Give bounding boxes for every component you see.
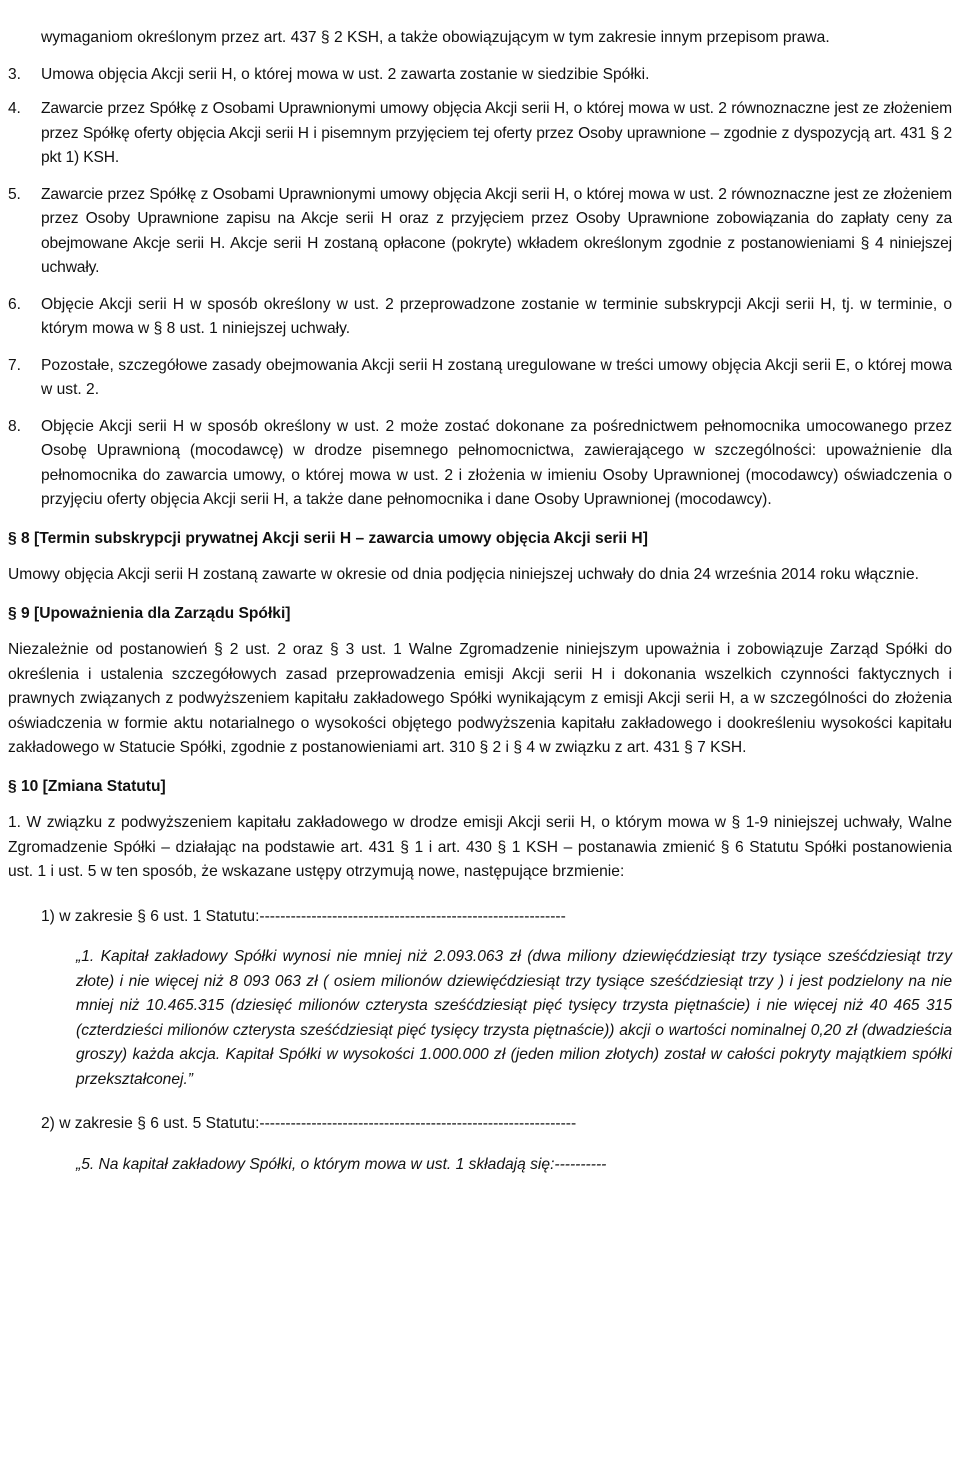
- list-number: 4.: [8, 100, 21, 117]
- list-text: Objęcie Akcji serii H w sposób określony w ust. 2 może zostać dokonane za pośrednictwem pełnomocnika umocowanego przez Osobę Uprawnioną (mocodawcę) w drodze pisemnego pełnomocnictwa, zawierającego w szczególności: upoważnienie dla pełnomocnika do zawarcia umowy, o której mowa w ust. 2 i złożenia w imieniu Osoby Uprawnionej (mocodawcy) oświadczenia o przyjęciu oferty objęcia Akcji serii H, a także dane pełnomocnika i dane Osoby Uprawnionej (mocodawcy).: [41, 417, 952, 508]
- statute-subpoint-1: 1) w zakresie § 6 ust. 1 Statutu:-----------------------------------------------------------: [41, 907, 566, 925]
- section-paragraph-8: Umowy objęcia Akcji serii H zostaną zawarte w okresie od dnia podjęcia niniejszej uchwały do dnia 24 września 2014 roku włącznie.: [8, 566, 919, 583]
- list-text: Objęcie Akcji serii H w sposób określony w ust. 2 przeprowadzone zostanie w terminie subskrypcji Akcji serii H, tj. w terminie, o którym mowa w § 8 ust. 1 niniejszej uchwały.: [41, 295, 952, 337]
- list-item: [8, 26, 952, 51]
- list-number: 7.: [8, 356, 22, 374]
- list-text: wymaganiom określonym przez art. 437 § 2 KSH, a także obowiązującym w tym zakresie innym przepisom prawa.: [41, 29, 830, 46]
- list-number: 8.: [8, 417, 22, 435]
- section-paragraph-10: 1. W związku z podwyższeniem kapitału zakładowego w drodze emisji Akcji serii H, o którym mowa w § 1-9 niniejszej uchwały, Walne Zgromadzenie Spółki – działając na podstawie art. 431 § 1 i art. 430 § 1 KSH – postanawia zmienić § 6 Statutu Spółki postanowienia ust. 1 i ust. 5 w ten sposób, że wskazane ustępy otrzymują nowe, następujące brzmienie:: [8, 814, 952, 880]
- list-number: 6.: [8, 295, 22, 313]
- section-heading-9: § 9 [Upoważnienia dla Zarządu Spółki]: [8, 604, 291, 622]
- section-heading-8: § 8 [Termin subskrypcji prywatnej Akcji serii H – zawarcia umowy objęcia Akcji serii H]: [8, 529, 648, 547]
- list-item: [8, 415, 952, 513]
- list-text: Umowa objęcia Akcji serii H, o której mowa w ust. 2 zawarta zostanie w siedzibie Spółki.: [41, 65, 650, 83]
- list-number: 5.: [8, 185, 21, 203]
- statute-quote-1: „1. Kapitał zakładowy Spółki wynosi nie mniej niż 2.093.063 zł (dwa miliony dziewięćdziesiąt trzy tysiące sześćdziesiąt trzy złote) i nie więcej niż 8 093 063 zł ( osiem milionów dziewięćdziesiąt trzy tysiące sześćdziesiąt trzy ) i jest podzielony na nie mniej niż 10.465.315 (dziesięć milionów czterysta sześćdziesiąt pięć tysięcy trzysta piętnaście) i nie więcej niż 40 465 315 (czterdzieści milionów czterysta sześćdziesiąt pięć tysięcy trzysta piętnaście)) akcji o wartości nominalnej 0,20 zł (dwadzieścia groszy) każda akcja. Kapitał Spółki w wysokości 1.000.000 zł (jeden milion złotych) został w całości pokryty majątkiem spółki przekształconej.”: [76, 948, 952, 1088]
- section-heading-10: § 10 [Zmiana Statutu]: [8, 777, 166, 795]
- list-number: 3.: [8, 65, 22, 83]
- list-item: [8, 97, 952, 171]
- list-item: [8, 183, 952, 281]
- list-text: Zawarcie przez Spółkę z Osobami Uprawnionymi umowy objęcia Akcji serii H, o której mowa w ust. 2 równoznaczne jest ze złożeniem przez Spółkę oferty objęcia Akcji serii H i pisemnym przyjęciem tej oferty przez Osoby uprawnione – zgodnie z dyspozycją art. 431 § 2 pkt 1) KSH.: [41, 100, 952, 166]
- list-text: Zawarcie przez Spółkę z Osobami Uprawnionymi umowy objęcia Akcji serii H, o której mowa w ust. 2 równoznaczne jest ze złożeniem przez Osoby Uprawnione zapisu na Akcje serii H oraz z przyjęciem przez Osoby Uprawnione zobowiązania do zapłaty ceny za obejmowane Akcje serii H. Akcje serii H zostaną opłacone (pokryte) wkładem określonym zgodnie z postanowieniami § 4 niniejszej uchwały.: [41, 185, 952, 276]
- list-item: [8, 354, 952, 403]
- list-item: [8, 63, 952, 88]
- list-text: Pozostałe, szczegółowe zasady obejmowania Akcji serii H zostaną uregulowane w treści umowy objęcia Akcji serii E, o której mowa w ust. 2.: [41, 356, 952, 398]
- statute-subpoint-2: 2) w zakresie § 6 ust. 5 Statutu:-------------------------------------------------------------: [41, 1115, 577, 1132]
- list-item: [8, 293, 952, 342]
- statute-quote-2: „5. Na kapitał zakładowy Spółki, o którym mowa w ust. 1 składają się:----------: [76, 1155, 607, 1173]
- section-paragraph-9: Niezależnie od postanowień § 2 ust. 2 oraz § 3 ust. 1 Walne Zgromadzenie niniejszym upoważnia i zobowiązuje Zarząd Spółki do określenia i ustalenia szczegółowych zasad przeprowadzenia emisji Akcji serii H i dokonania wszelkich czynności faktycznych i prawnych związanych z podwyższeniem kapitału zakładowego Spółki wynikającym z emisji Akcji serii H, a w szczególności do złożenia oświadczenia w formie aktu notarialnego o wysokości objętego podwyższenia kapitału zakładowego i dookreśleniu wysokości kapitału zakładowego w Statucie Spółki, zgodnie z postanowieniami art. 310 § 2 i § 4 w związku z art. 431 § 7 KSH.: [8, 641, 952, 756]
